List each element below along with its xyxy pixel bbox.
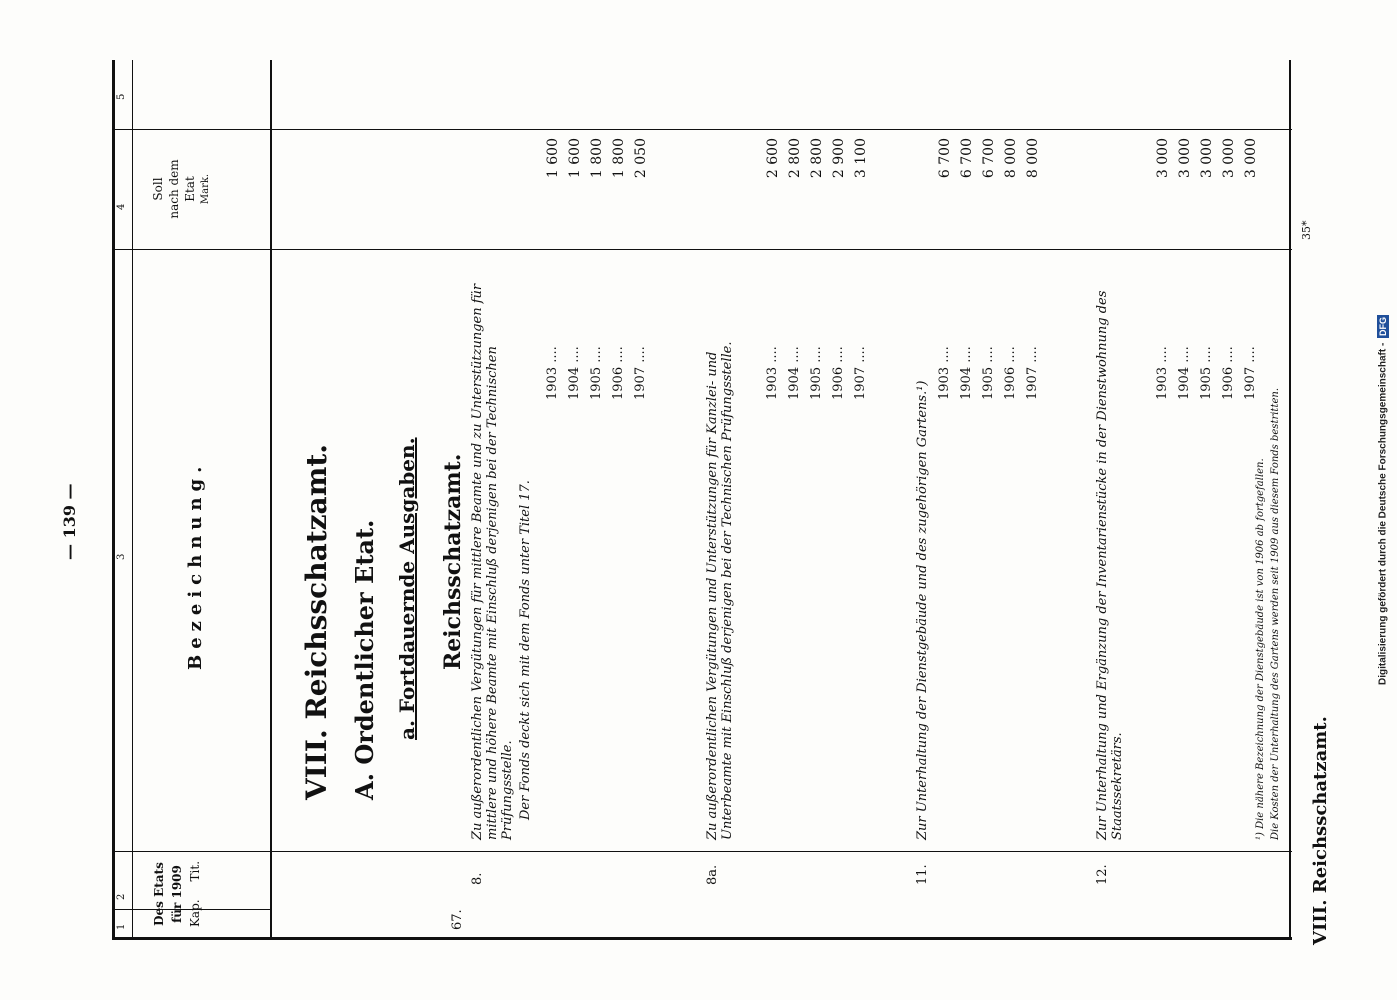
bezeichnung-header: Bezeichnung. <box>185 460 206 670</box>
row-year: 1907 .... <box>633 346 648 400</box>
page-number: — 139 — <box>60 483 79 560</box>
section-description: Zu außerordentlichen Vergütungen für mittlere Beamte und zu Unterstützungen für mittlere und höhere Beamte mit Einschluß derjenigen bei der Technischen Prüfungsstelle. <box>470 283 515 840</box>
tit-label: Tit. <box>188 860 202 882</box>
row-year: 1904 .... <box>787 346 802 400</box>
row-year: 1906 .... <box>611 346 626 400</box>
dfg-logo: DFG <box>1378 317 1388 337</box>
row-soll: 2 800 <box>787 138 803 179</box>
row-soll: 6 700 <box>937 138 953 179</box>
soll-unit: Mark. <box>200 173 211 205</box>
col5-number: 5 <box>116 93 127 100</box>
tit-number: 8a. <box>705 864 720 885</box>
side-attribution <box>1373 0 1393 1000</box>
row-soll: 3 000 <box>1155 138 1171 179</box>
etat-header-line1: Des Etats <box>152 862 166 926</box>
page-mark: 35* <box>1300 220 1313 240</box>
row-soll: 2 800 <box>809 138 825 179</box>
row-year: 1906 .... <box>831 346 846 400</box>
row-year: 1905 .... <box>981 346 996 400</box>
row-soll: 3 000 <box>1221 138 1237 179</box>
row-soll: 8 000 <box>1025 138 1041 179</box>
tit-number: 12. <box>1095 864 1110 885</box>
col3-number: 3 <box>116 553 127 560</box>
row-year: 1903 .... <box>765 346 780 400</box>
row-soll: 3 000 <box>1177 138 1193 179</box>
row-year: 1904 .... <box>959 346 974 400</box>
kap-label: Kap. <box>188 899 202 928</box>
title-reichsschatzamt: Reichsschatzamt. <box>440 453 466 670</box>
col2-number: 2 <box>116 893 127 900</box>
etat-header <box>150 852 204 936</box>
row-year: 1904 .... <box>567 346 582 400</box>
row-year: 1905 .... <box>1199 346 1214 400</box>
section-description: Zur Unterhaltung der Dienstgebäude und des zugehörigen Gartens.¹) <box>915 380 930 840</box>
row-soll: 1 800 <box>611 138 627 179</box>
row-year: 1903 .... <box>545 346 560 400</box>
row-year: 1905 .... <box>589 346 604 400</box>
tit-number: 11. <box>915 864 930 885</box>
row-year: 1907 .... <box>1025 346 1040 400</box>
row-soll: 1 600 <box>545 138 561 179</box>
tit-number: 8. <box>470 872 485 885</box>
soll-line2: nach dem <box>167 159 181 219</box>
row-year: 1907 .... <box>1243 346 1258 400</box>
soll-header <box>150 130 214 248</box>
footnote-1: ¹) Die nähere Bezeichnung der Dienstgebäude ist von 1906 ab fortgefallen. <box>1255 458 1266 840</box>
row-soll: 6 700 <box>981 138 997 179</box>
row-soll: 8 000 <box>1003 138 1019 179</box>
row-soll: 1 800 <box>589 138 605 179</box>
title-fortdauernde-ausgaben: a. Fortdauernde Ausgaben. <box>395 437 419 740</box>
col4-number: 4 <box>116 203 127 210</box>
soll-line1: Soll <box>151 177 165 201</box>
section-description: Zu außerordentlichen Vergütungen und Unterstützungen für Kanzlei- und Unterbeamte mit Einschluß derjenigen bei der Technischen Prüfungsstelle. <box>705 341 735 840</box>
row-year: 1905 .... <box>809 346 824 400</box>
row-year: 1903 .... <box>1155 346 1170 400</box>
section-note: Der Fonds deckt sich mit dem Fonds unter Titel 17. <box>518 480 533 820</box>
title-section-viii: VIII. Reichsschatzamt. <box>300 443 333 800</box>
footnote-2: Die Kosten der Unterhaltung des Gartens werden seit 1909 aus diesem Fonds bestritten. <box>1270 387 1281 840</box>
kap-number: 67. <box>450 909 465 930</box>
row-soll: 1 600 <box>567 138 583 179</box>
col1-number: 1 <box>116 923 127 930</box>
row-year: 1903 .... <box>937 346 952 400</box>
etat-header-line2: für 1909 <box>170 865 184 923</box>
row-soll: 2 600 <box>765 138 781 179</box>
row-soll: 2 900 <box>831 138 847 179</box>
row-soll: 6 700 <box>959 138 975 179</box>
row-year: 1906 .... <box>1221 346 1236 400</box>
row-year: 1906 .... <box>1003 346 1018 400</box>
section-description: Zur Unterhaltung und Ergänzung der Inventarienstücke in der Dienstwohnung des Staatssekretärs. <box>1095 290 1125 840</box>
row-soll: 3 000 <box>1199 138 1215 179</box>
row-soll: 2 050 <box>633 138 649 179</box>
row-soll: 3 100 <box>853 138 869 179</box>
row-year: 1904 .... <box>1177 346 1192 400</box>
title-ordentlicher-etat: A. Ordentlicher Etat. <box>350 519 379 800</box>
side-note-text: Digitalisierung gefördert durch die Deutsche Forschungsgemeinschaft - <box>1377 342 1389 685</box>
row-soll: 3 000 <box>1243 138 1259 179</box>
running-head: VIII. Reichsschatzamt. <box>1310 716 1331 945</box>
soll-line3: Etat <box>183 176 197 202</box>
row-year: 1907 .... <box>853 346 868 400</box>
